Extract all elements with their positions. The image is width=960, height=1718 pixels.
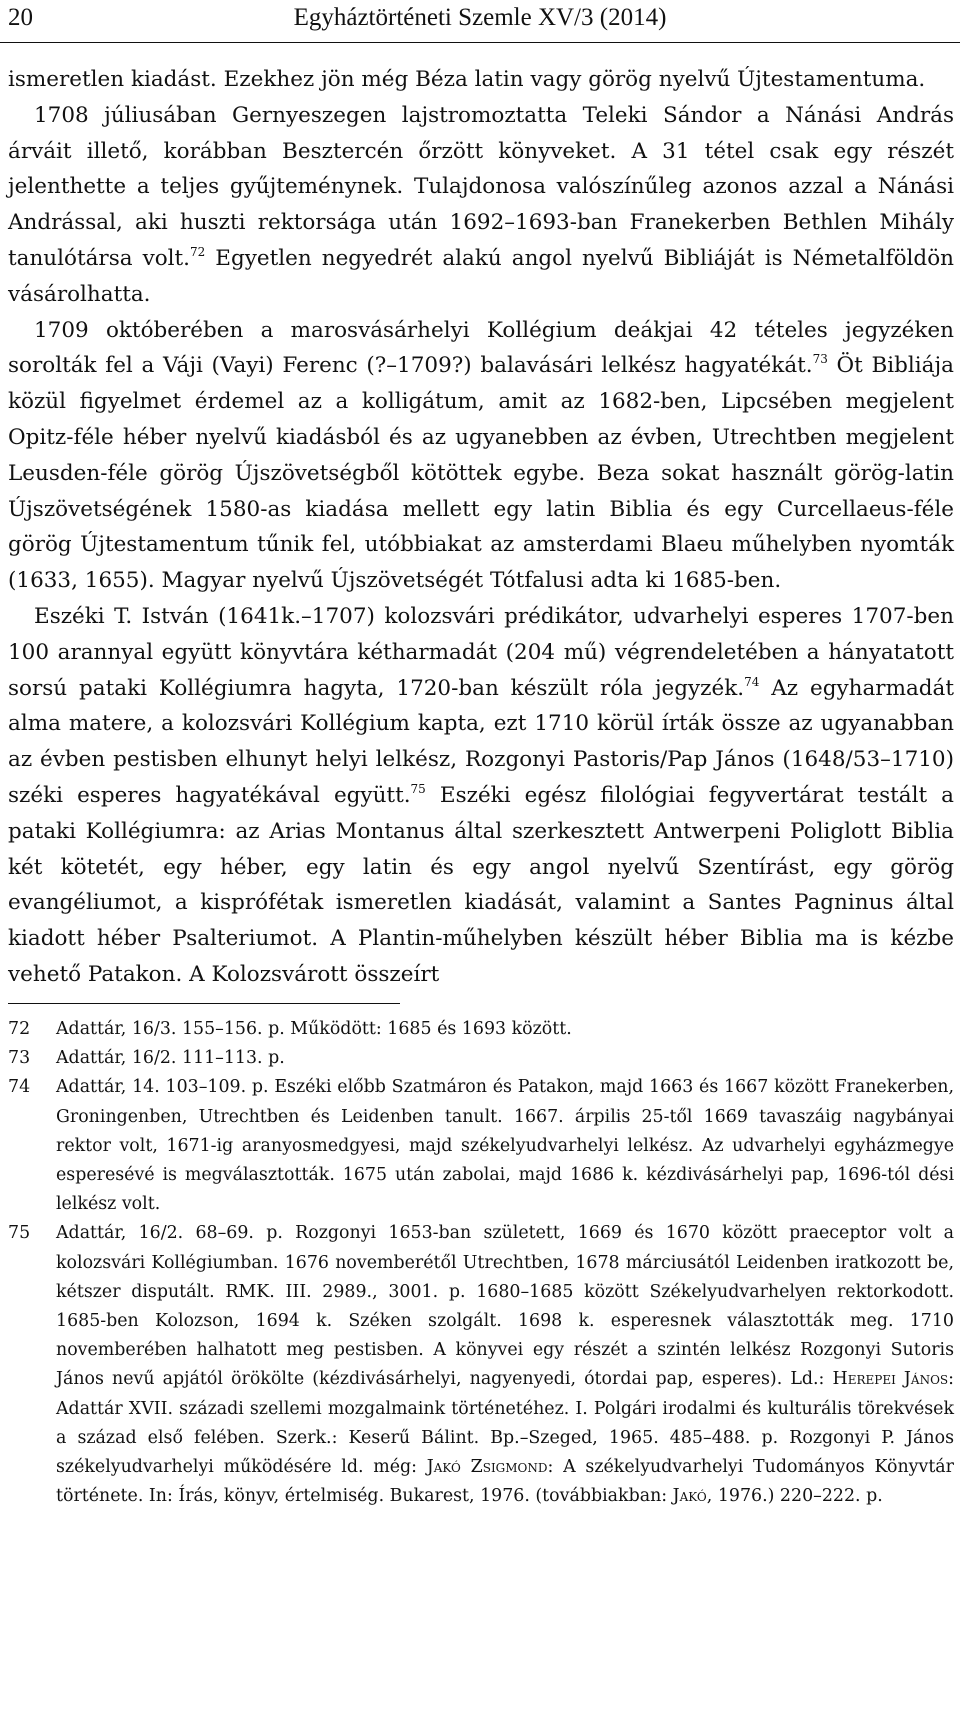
- footnote-74: [8, 1073, 954, 1219]
- paragraph: [8, 313, 954, 599]
- author-name: Jakó: [672, 1486, 707, 1507]
- footnote-text: : A székelyudvarhelyi Tudományos Könyvtár története. In: Írás, könyv, értelmiség. Bukarest, 1976. (továbbiakban:: [56, 1457, 954, 1507]
- paragraph-text: Egyetlen negyedrét alakú angol nyelvű Bibliáját is Németalföldön vásárolhatta.: [8, 245, 954, 307]
- running-header: [0, 0, 960, 43]
- paragraph: [8, 62, 954, 98]
- footnote-text: Adattár, 16/3. 155–156. p. Működött: 1685 és 1693 között.: [56, 1019, 572, 1039]
- footnote-number: 72: [8, 1019, 31, 1039]
- footnote-ref-73[interactable]: 73: [812, 352, 828, 367]
- paragraph-text: ismeretlen kiadást. Ezekhez jön még Béza latin vagy görög nyelvű Újtestamentuma.: [8, 67, 926, 92]
- footnote-ref-72[interactable]: 72: [190, 244, 206, 259]
- paragraph-text: 1708 júliusában Gernyeszegen lajstromoztatta Teleki Sándor a Nánási András árváit illető, korábban Besztercén őrzött könyveket. A 31 tétel csak egy részét jelenthette a teljes gyűjteménynek. Tulajdonosa valószínűleg azonos azzal a Nánási Andrással, aki huszti rektorsága után 1692–1693-ban Franekerben Bethlen Mihály tanulótársa volt.: [8, 102, 954, 271]
- paragraph: [8, 98, 954, 313]
- page-number: 20: [8, 4, 33, 31]
- author-name: Jakó Zsigmond: [426, 1457, 548, 1478]
- paragraph-text: 1709 októberében a marosvásárhelyi Kollégium deákjai 42 tételes jegyzéken sorolták fel a Váji (Vayi) Ferenc (?–1709?) balavásári lelkész hagyatékát.: [8, 317, 954, 379]
- paragraph-text: Öt Bibliája közül figyelmet érdemel az a kolligátum, amit az 1682-ben, Lipcsében megjelent Opitz-féle héber nyelvű kiadásból és az ugyanebben az évben, Utrechtben megjelent Leusden-féle görög Újszövetségből kötöttek egybe. Beza sokat használt görög-latin Újszövetségének 1580-as kiadása mellett egy latin Biblia és egy Curcellaeus-féle görög Újtestamentum tűnik fel, utóbbiakat az amsterdami Blaeu műhelyben nyomták (1633, 1655). Magyar nyelvű Újszövetségét Tótfalusi adta ki 1685-ben.: [8, 353, 954, 594]
- footnote-text: Adattár, 16/2. 111–113. p.: [56, 1048, 285, 1069]
- footnote-ref-75[interactable]: 75: [410, 781, 426, 796]
- footnote-73: [8, 1044, 954, 1073]
- paragraph-text: Eszéki T. István (1641k.–1707) kolozsvári prédikátor, udvarhelyi esperes 1707-ben 100 arannyal együtt könyvtára kétharmadát (204 mű) végrendeletében a hányatatott sorsú pataki Kollégiumra hagyta, 1720-ban készült róla jegyzék.: [8, 603, 954, 701]
- footnote-72: [8, 1015, 954, 1044]
- footnote-text: Adattár, 16/2. 68–69. p. Rozgonyi 1653-ban született, 1669 és 1670 között praeceptor volt a kolozsvári Kollégiumban. 1676 novemberétől Utrechtben, 1678 márciusától Leidenben iratkozott be, kétszer disputált. RMK. III. 2989., 3001. p. 1680–1685 között Székelyudvarhelyen rektorkodott. 1685-ben Kolozson, 1694 k. Széken szolgált. 1698 k. esperesnek választották meg. 1710 novemberében halhatott meg pestisben. A könyvei egy részét a szintén lelkész Rozgonyi Sutoris János nevű apjától örökölte (kézdivásárhelyi, nagyenyedi, ótordai pap, esperes). Ld.:: [56, 1223, 954, 1390]
- body-text: [8, 62, 954, 993]
- footnote-number: 75: [8, 1223, 31, 1244]
- footnote-number: 73: [8, 1048, 31, 1069]
- footnotes: [8, 1015, 954, 1511]
- footnote-text: Adattár, 14. 103–109. p. Eszéki előbb Szatmáron és Patakon, majd 1663 és 1667 között Franekerben, Groningenben, Utrechtben és Leidenben tanult. 1667. árpilis 25-től 1669 tavaszáig nagybányai rektor volt, 1671-ig aranyosmedgyesi, majd székelyudvarhelyi lelkész. Az udvarhelyi egyházmegye esperesévé is megválasztották. 1675 után zabolai, majd 1686 k. kézdivásárhelyi pap, 1696-tól dési lelkész volt.: [56, 1077, 954, 1215]
- footnote-text: : Adattár XVII. századi szellemi mozgalmaink történetéhez. I. Polgári irodalmi és kulturális törekvések a század első felében. Szerk.: Keserű Bálint. Bp.–Szeged, 1965. 485–488. p. Rozgonyi P. János székelyudvarhelyi működésére ld. még:: [56, 1369, 954, 1478]
- paragraph-text: Az egyharmadát alma matere, a kolozsvári Kollégium kapta, ezt 1710 körül írták össze az ugyanabban az évben pestisben elhunyt helyi lelkész, Rozgonyi Pastoris/Pap János (1648/53–1710) széki esperes hagyatékával együtt.: [8, 675, 954, 808]
- footnote-75: [8, 1219, 954, 1511]
- footnote-number: 74: [8, 1077, 31, 1098]
- journal-title: Egyháztörténeti Szemle XV/3 (2014): [293, 4, 667, 31]
- paragraph: [8, 599, 954, 993]
- footnote-ref-74[interactable]: 74: [744, 674, 760, 689]
- paragraph-text: Eszéki egész filológiai fegyvertárat testált a pataki Kollégiumra: az Arias Montanus által szerkesztett Antwerpeni Poliglott Biblia két kötetét, egy héber, egy latin és egy angol nyelvű Szentírást, egy görög evangéliumot, a kisprófétak ismeretlen kiadását, valamint a Santes Pagninus által kiadott héber Psalteriumot. A Plantin-műhelyben készült héber Biblia ma is kézbe vehető Patakon. A Kolozsvárott összeírt: [8, 782, 954, 987]
- footnote-text: , 1976.) 220–222. p.: [706, 1486, 883, 1507]
- author-name: Herepei János: [832, 1369, 949, 1390]
- footnote-separator: [8, 1003, 400, 1004]
